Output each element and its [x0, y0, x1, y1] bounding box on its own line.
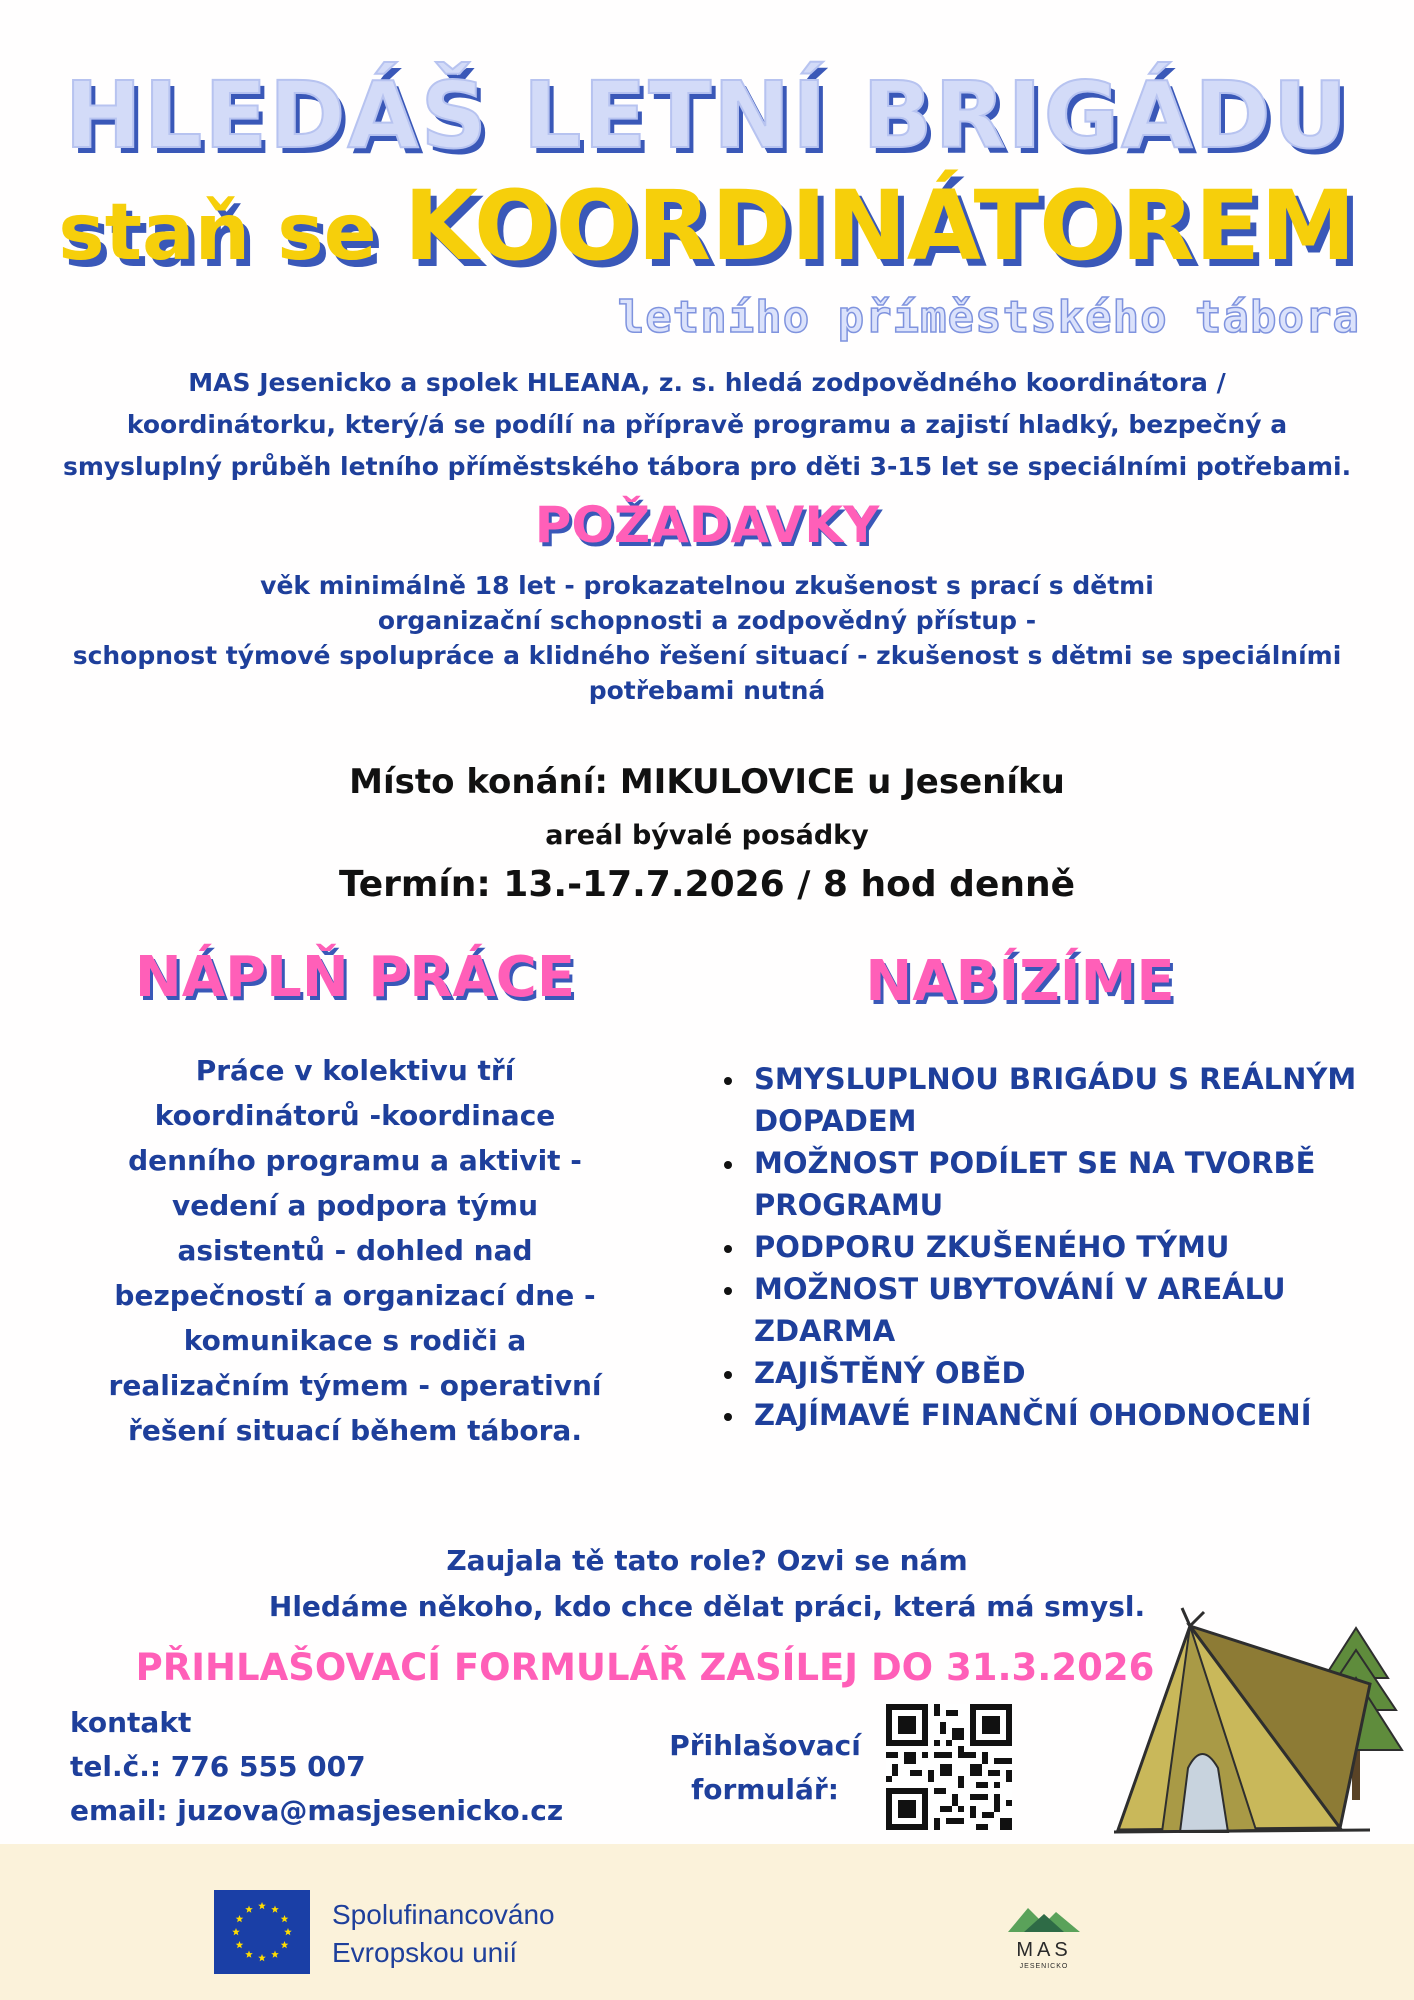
work-line: bezpečností a organizací dne - — [114, 1279, 596, 1312]
eu-text-line: Spolufinancováno — [332, 1899, 555, 1930]
headline-line2-big: KOORDINÁTOREM — [403, 170, 1356, 282]
work-line: řešení situací během tábora. — [128, 1414, 582, 1447]
eu-flag-icon — [214, 1890, 310, 1974]
contact-label: kontakt — [70, 1706, 192, 1739]
contact-phone[interactable]: tel.č.: 776 555 007 — [70, 1750, 366, 1783]
requirements-title: POŽADAVKY — [534, 496, 880, 554]
eu-cofinancing-text — [332, 1896, 555, 1972]
form-label-line: formulář: — [691, 1773, 839, 1806]
offer-item: MOŽNOST PODÍLET SE NA TVORBĚ PROGRAMU — [754, 1142, 1414, 1226]
offer-title: NABÍZÍME — [865, 949, 1175, 1014]
work-line: komunikace s rodiči a — [183, 1324, 527, 1357]
mas-logo-subtext: JESENICKO — [1019, 1963, 1069, 1970]
requirement-line: potřebami nutná — [588, 676, 826, 705]
headline-line1: HLEDÁŠ LETNÍ BRIGÁDU — [64, 62, 1350, 169]
mas-logo — [1004, 1894, 1084, 1974]
form-label — [650, 1724, 880, 1812]
venue-heading: Místo konání: MIKULOVICE u Jeseníku — [349, 762, 1065, 802]
requirements-list — [30, 568, 1384, 708]
work-line: Práce v kolektivu tří — [195, 1054, 515, 1087]
intro-paragraph — [30, 362, 1384, 488]
headline-line2-small: staň se — [58, 188, 404, 278]
requirement-line: schopnost týmové spolupráce a klidného řešení situací - zkušenost s dětmi se speciálními — [72, 641, 1342, 670]
work-line: denního programu a aktivit - — [128, 1144, 582, 1177]
work-line: vedení a podpora týmu — [172, 1189, 538, 1222]
offer-item: SMYSLUPLNOU BRIGÁDU S REÁLNÝM DOPADEM — [754, 1058, 1414, 1142]
offer-item: ZAJÍMAVÉ FINANČNÍ OHODNOCENÍ — [754, 1394, 1414, 1436]
offer-item: ZAJIŠTĚNÝ OBĚD — [754, 1352, 1414, 1394]
venue-subheading: areál bývalé posádky — [545, 820, 869, 851]
offer-item: MOŽNOST UBYTOVÁNÍ V AREÁLU ZDARMA — [754, 1268, 1414, 1352]
eu-text-line: Evropskou unií — [332, 1937, 518, 1968]
mas-logo-text: MAS — [1016, 1939, 1072, 1961]
qr-code[interactable] — [886, 1704, 1012, 1830]
cta-line2: Hledáme někoho, kdo chce dělat práci, která má smysl. — [268, 1590, 1146, 1623]
cta-line1: Zaujala tě tato role? Ozvi se nám — [446, 1544, 968, 1577]
headline-line3: letního příměstského tábora — [617, 292, 1360, 343]
work-title: NÁPLŇ PRÁCE — [134, 945, 576, 1010]
intro-line: smysluplný průběh letního příměstského tábora pro děti 3-15 let se speciálními potřebami. — [62, 452, 1352, 481]
footer — [0, 1844, 1414, 2000]
term-heading: Termín: 13.-17.7.2026 / 8 hod denně — [338, 864, 1076, 905]
work-description — [90, 1048, 620, 1453]
form-label-line: Přihlašovací — [669, 1729, 861, 1762]
offer-list — [700, 1058, 1414, 1436]
headline-line2 — [0, 170, 1414, 282]
contact-email[interactable]: email: juzova@masjesenicko.cz — [70, 1794, 564, 1827]
intro-line: koordinátorku, který/á se podílí na přípravě programu a zajistí hladký, bezpečný a — [126, 410, 1288, 439]
tent-illustration — [1110, 1600, 1410, 1844]
requirement-line: organizační schopnosti a zodpovědný přístup - — [377, 606, 1037, 635]
tent-icon — [1114, 1608, 1370, 1832]
intro-line: MAS Jesenicko a spolek HLEANA, z. s. hledá zodpovědného koordinátora / — [188, 368, 1226, 397]
offer-item: PODPORU ZKUŠENÉHO TÝMU — [754, 1226, 1414, 1268]
work-line: realizačním týmem - operativní — [108, 1369, 602, 1402]
work-line: koordinátorů -koordinace — [154, 1099, 556, 1132]
requirement-line: věk minimálně 18 let - prokazatelnou zkušenost s prací s dětmi — [260, 571, 1154, 600]
work-line: asistentů - dohled nad — [177, 1234, 533, 1267]
deadline-text: PŘIHLAŠOVACÍ FORMULÁŘ ZASÍLEJ DO 31.3.2026 — [135, 1646, 1155, 1689]
